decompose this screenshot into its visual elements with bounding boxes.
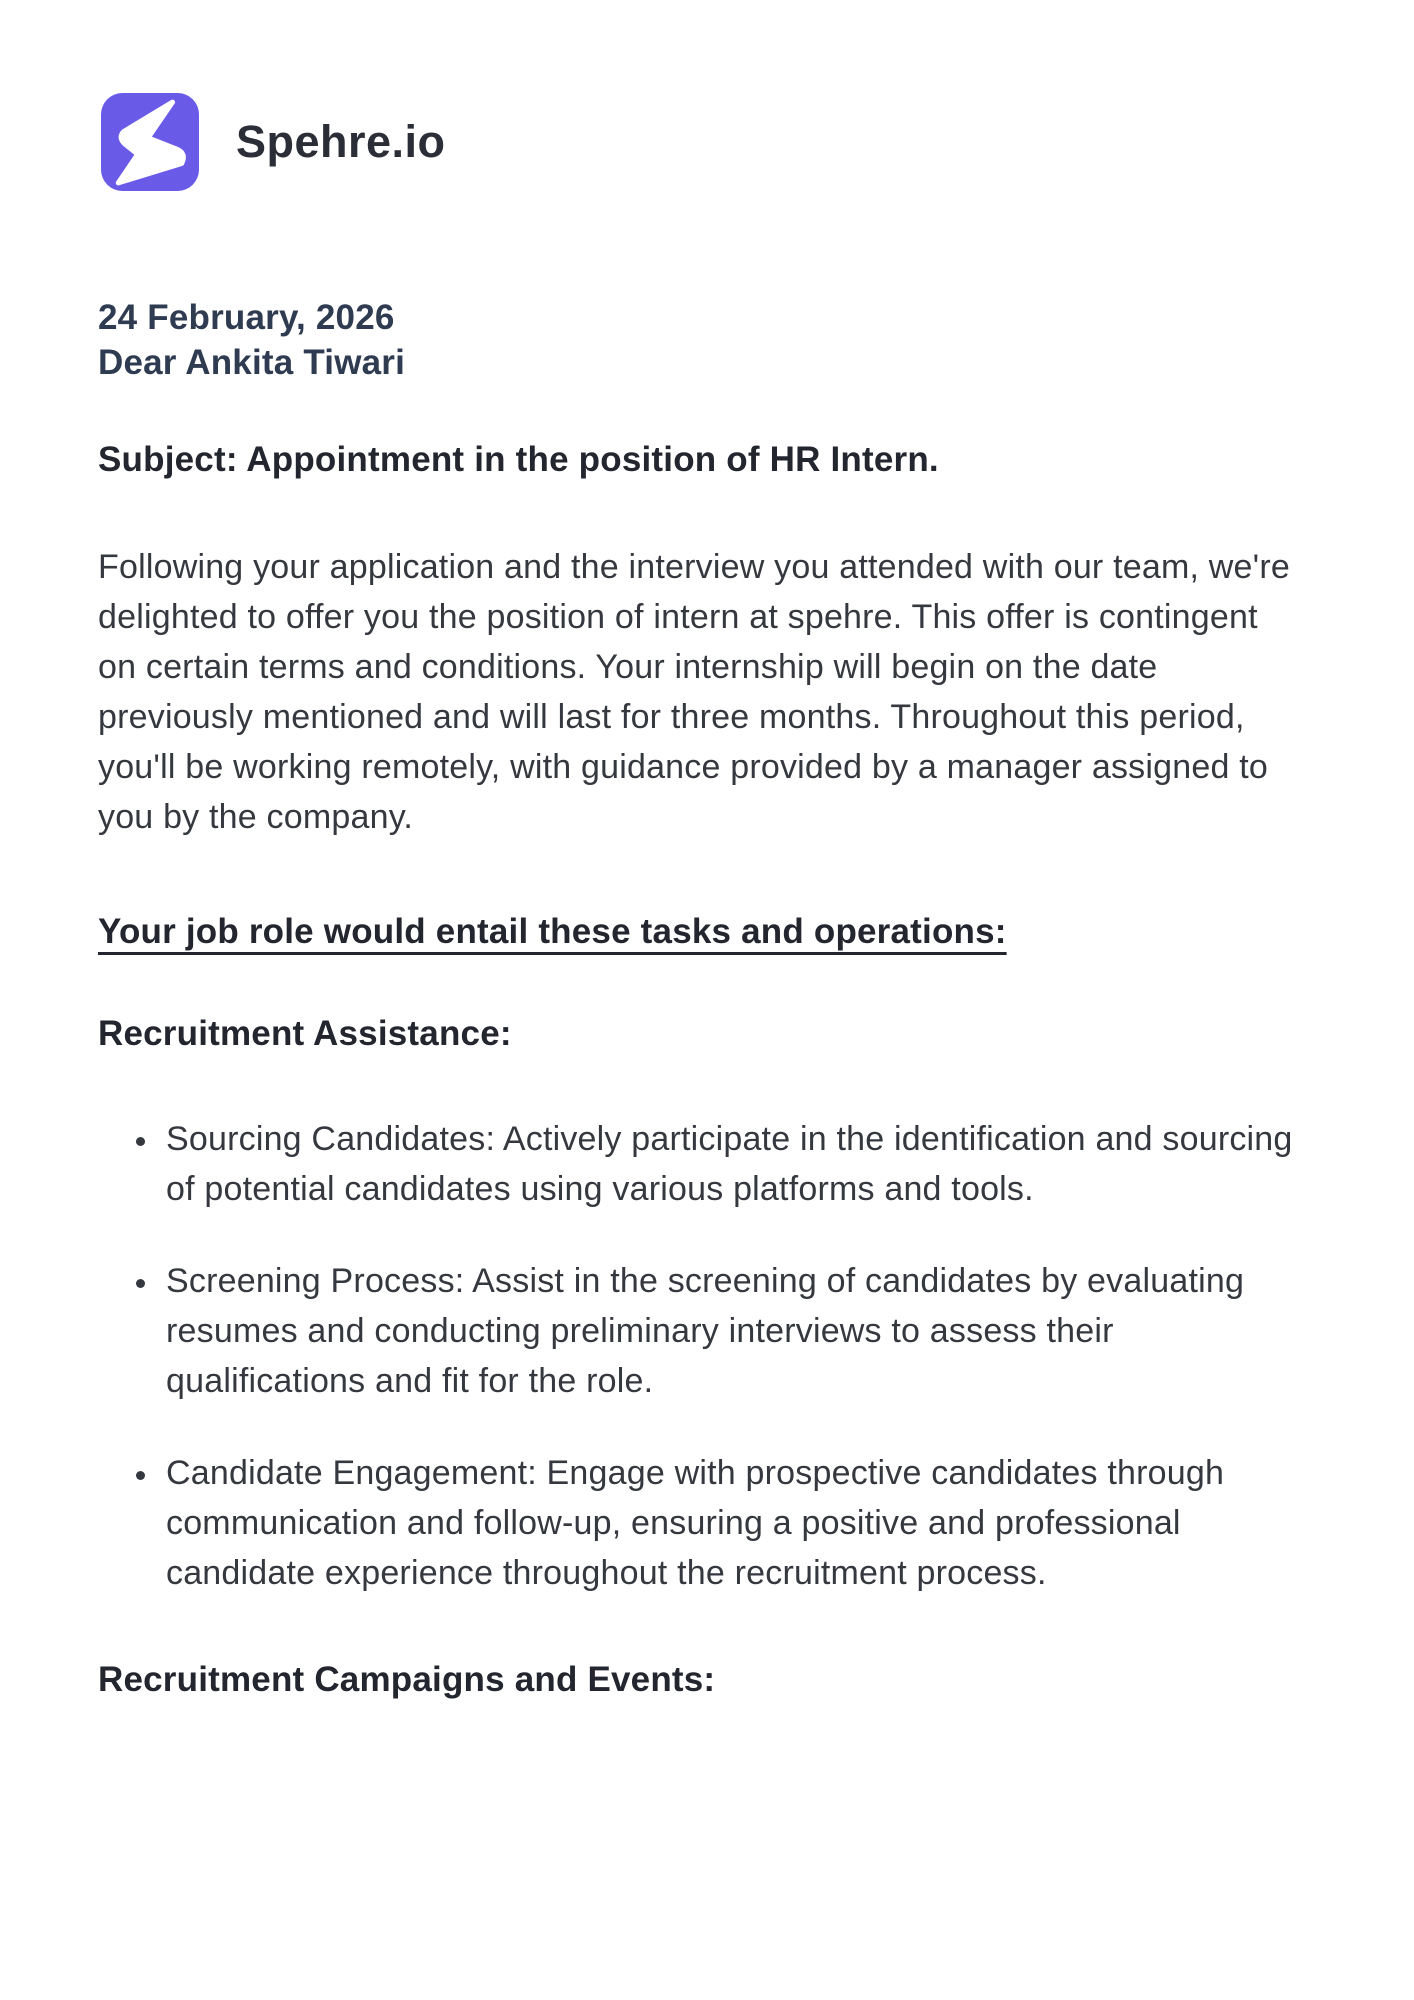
tasks-heading: Your job role would entail these tasks and operations:	[98, 912, 1007, 951]
brand-header	[98, 93, 1304, 191]
date-block	[98, 295, 1304, 385]
task-bullet-item: • Candidate Engagement: Engage with prospective candidates through communication and follow-up, ensuring a positive and professional candidate experience throughout the recruitment process.	[160, 1448, 1304, 1598]
spehre-logo-icon	[98, 93, 202, 191]
task-bullet-item: • Screening Process: Assist in the screening of candidates by evaluating resumes and conducting preliminary interviews to assess their qualifications and fit for the role.	[160, 1256, 1304, 1406]
task-bullet-item: • Sourcing Candidates: Actively participate in the identification and sourcing of potential candidates using various platforms and tools.	[160, 1114, 1304, 1214]
section-title-recruitment-campaigns: Recruitment Campaigns and Events:	[98, 1660, 716, 1699]
letter-greeting: Dear Ankita Tiwari	[98, 343, 406, 382]
letter-date: 24 February, 2026	[98, 298, 395, 337]
letter-intro-paragraph: Following your application and the interview you attended with our team, we're delighted to offer you the position of intern at spehre. This offer is contingent on certain terms and conditions. Your internship will begin on the date previously mentioned and will last for three months. Throughout this period, you'll be working remotely, with guidance provided by a manager assigned to you by the company.	[98, 548, 1290, 836]
letter-subject: Subject: Appointment in the position of HR Intern.	[98, 440, 939, 479]
recruitment-assistance-list	[98, 1114, 1304, 1598]
section-title-recruitment-assistance: Recruitment Assistance:	[98, 1014, 512, 1053]
brand-name: Spehre.io	[236, 116, 446, 167]
